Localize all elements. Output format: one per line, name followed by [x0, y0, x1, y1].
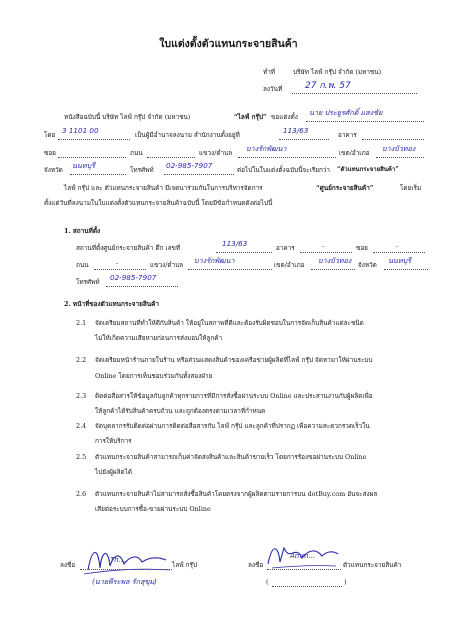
- right-name-open: (: [266, 578, 269, 586]
- id-value: 3 1101 00: [62, 126, 99, 135]
- left-sign-label: ลงชื่อ: [60, 561, 76, 569]
- name-line: [306, 121, 424, 122]
- item-line: Online โดยการเห็นชอบร่วมกันทั้งสองฝ่าย: [95, 372, 213, 380]
- item-number: 2.1: [76, 319, 87, 327]
- item-line: ตัวแทนกระจายสินค้าสามารถเก็บค่าจัดส่งสินค้าและสินค้าขายเร็ว โดยการร้องขอผ่านระบบ Online: [95, 453, 367, 461]
- item-line: ไปยังผู้ผลิตได้: [95, 468, 133, 476]
- right-name-line: [272, 586, 342, 587]
- left-company: ไลฟ์ กรุ๊ป: [172, 561, 198, 569]
- right-role: ตัวแทนกระจายสินค้า: [343, 561, 402, 569]
- intro-line4-bold: “ตัวแทนกระจายสินค้า”: [337, 166, 399, 173]
- item-line: ไม่ให้เกิดความเสียหายก่อนการส่งมอบให้ลูกค้า: [95, 334, 223, 342]
- s1-address-line: [216, 252, 272, 253]
- intro-line1-prefix: หนังสือฉบับนี้ บริษัท ไลฟ์ กรุ๊ป จำกัด (มหาชน): [64, 113, 191, 121]
- phone-line: [164, 174, 234, 175]
- section1-phone-value: 02-985-7907: [110, 273, 157, 282]
- province-value: นนทบุรี: [72, 161, 95, 170]
- subdistrict-label: แขวง/ตำบล: [199, 149, 233, 157]
- section1-dash2: -: [396, 242, 399, 250]
- section1-line1-prefix: สถานที่ตั้งศูนย์กระจายสินค้า ตึก เลขที่: [76, 244, 181, 252]
- soi-label: ซอย: [44, 149, 56, 157]
- district-value: บางบัวทอง: [382, 144, 416, 153]
- section1-subdistrict-value: บางรักพัฒนา: [194, 256, 235, 265]
- intro-line5-bold: “ศูนย์กระจายสินค้า”: [316, 184, 374, 192]
- right-sign-line: [267, 569, 341, 570]
- section1-province-value: นนทบุรี: [388, 256, 411, 265]
- district-line: [376, 157, 424, 158]
- date-line: [292, 93, 417, 94]
- item-line: การให้บริการ: [95, 437, 132, 445]
- province-line: [70, 174, 126, 175]
- section1-subdistrict-label: แขวง/ตำบล: [150, 261, 184, 269]
- s1-province-line: [384, 269, 428, 270]
- section1-address-no: 113/63: [222, 239, 248, 248]
- date-value: 27 ก.พ. 57: [305, 81, 351, 91]
- road-label: ถนน: [130, 149, 143, 157]
- intro-line4-suffix: ต่อไปในใบแต่งตั้งฉบับนี้จะเรียกว่า: [237, 166, 331, 174]
- written-at-label: ทำที่: [263, 68, 276, 76]
- id-line: [58, 139, 130, 140]
- item-line: จัดเตรียมหน้าร้านภายในร้าน หรือส่วนแสดงสินค้าของเครือข่ายผู้ผลิตที่ไลฟ์ กรุ๊ป จัดหามาให้ผ่านระบบ: [95, 356, 373, 364]
- building-line: [362, 139, 424, 140]
- section1-dash1: -: [322, 242, 325, 250]
- soi-line: [58, 157, 126, 158]
- item-number: 2.4: [76, 422, 87, 430]
- section1-road-label: ถนน: [76, 261, 89, 269]
- item-line: เสียต่อระบบการซื้อ-ขายผ่านระบบ Online: [95, 505, 211, 513]
- intro-line2-prefix: โดย: [44, 131, 56, 139]
- section1-province-label: จังหวัด: [358, 261, 377, 269]
- intro-line2-mid: เป็นผู้มีอำนาจลงนาม สำนักงานตั้งอยู่ที่: [135, 131, 240, 139]
- item-line: ให้ลูกค้าได้รับสินค้าครบถ้วน และถูกต้องตรงตามเวลาที่กำหนด: [95, 407, 266, 415]
- intro-line1-suffix: ขอแต่งตั้ง: [271, 113, 298, 121]
- item-number: 2.2: [76, 356, 87, 364]
- item-line: จัดเตรียมสถานที่ทำให้ดีกับสินค้า ให้อยู่ในสภาพที่ดีและต้องรับผิดชอบในการจัดเก็บสินค้าแต่ละชนิด: [95, 319, 364, 327]
- section1-heading: 1. สถานที่ตั้ง: [64, 227, 101, 235]
- item-number: 2.5: [76, 453, 87, 461]
- left-signature-text: Th...: [110, 556, 126, 564]
- s1-road-line: [94, 269, 146, 270]
- section1-building-label: อาคาร: [276, 244, 295, 252]
- section1-phone-label: โทรศัพท์: [76, 278, 100, 286]
- appointee-name: นาย ประยูรศักดิ์ แสงชัย: [309, 108, 383, 117]
- item-line: ตัวแทนกระจายสินค้าไม่สามารถสั่งซื้อสินค้าโดยตรงจากผู้ผลิตตามรายการบน dotBuy.com อันจะส่งผล: [95, 490, 378, 498]
- section1-district-label: เขต/อำเภอ: [274, 261, 305, 269]
- s1-soi-line: [373, 252, 425, 253]
- phone-value: 02-985-7907: [166, 161, 213, 170]
- phone-label: โทรศัพท์: [130, 166, 154, 174]
- right-name-close: ): [344, 578, 347, 586]
- address-no: 113/63: [283, 126, 309, 135]
- intro-line5-suffix: โดยเริ่ม: [400, 184, 422, 192]
- s1-district-line: [311, 269, 355, 270]
- s1-building-line: [300, 252, 352, 253]
- section2-heading: 2. หน้าที่ของตัวแทนกระจายสินค้า: [64, 300, 159, 308]
- intro-line1-bold: “ไลฟ์ กรุ๊ป”: [234, 113, 267, 121]
- item-number: 2.3: [76, 392, 87, 400]
- item-line: จัดบุคลากรรับติดต่อผ่านการติดต่อสื่อสารกับ ไลฟ์ กรุ๊ป และลูกค้าที่ปรากฏ เพื่อความสะดวกรวดเร็วใน: [95, 422, 370, 430]
- section1-district-value: บางบัวทอง: [318, 256, 352, 265]
- subdistrict-value: บางรักพัฒนา: [246, 144, 287, 153]
- section1-soi-label: ซอย: [356, 244, 368, 252]
- s1-subdistrict-line: [188, 269, 272, 270]
- right-sign-label: ลงชื่อ: [248, 561, 264, 569]
- written-at-value: บริษัท ไลฟ์ กรุ๊ป จำกัด (มหาชน): [293, 68, 382, 76]
- document-title: ใบแต่งตั้งตัวแทนกระจายสินค้า: [159, 38, 298, 50]
- road-line: [147, 157, 195, 158]
- item-line: ติดต่อสื่อสารให้ข้อมูลกับลูกค้าทุกรายการที่มีการสั่งซื้อผ่านระบบ Online และประสานงานกับผู้ผลิตเพื่อ: [95, 392, 373, 400]
- left-signature: [80, 540, 175, 580]
- left-signer-name: (นายพีระพล รักสุขุม): [92, 577, 157, 586]
- province-label: จังหวัด: [44, 166, 63, 174]
- item-number: 2.6: [76, 490, 87, 498]
- s1-phone-line: [106, 286, 178, 287]
- intro-line6: ตั้งแต่วันที่ลงนามในใบแต่งตั้งตัวแทนกระจายสินค้าฉบับนี้ โดยมีข้อกำหนดดังต่อไปนี้: [44, 199, 273, 207]
- building-label: อาคาร: [338, 131, 357, 139]
- subdistrict-line: [238, 157, 336, 158]
- address-line: [279, 139, 329, 140]
- date-label: ลงวันที่: [263, 85, 283, 93]
- district-label: เขต/อำเภอ: [339, 149, 370, 157]
- left-sign-line: [80, 569, 172, 570]
- section1-dash3: -: [116, 259, 119, 267]
- intro-line5-prefix: ไลฟ์ กรุ๊ป และ ตัวแทนกระจายสินค้า มีเจตนาร่วมกันในการบริหารจัดการ: [64, 184, 263, 192]
- right-signature-text: Amm...: [290, 552, 316, 560]
